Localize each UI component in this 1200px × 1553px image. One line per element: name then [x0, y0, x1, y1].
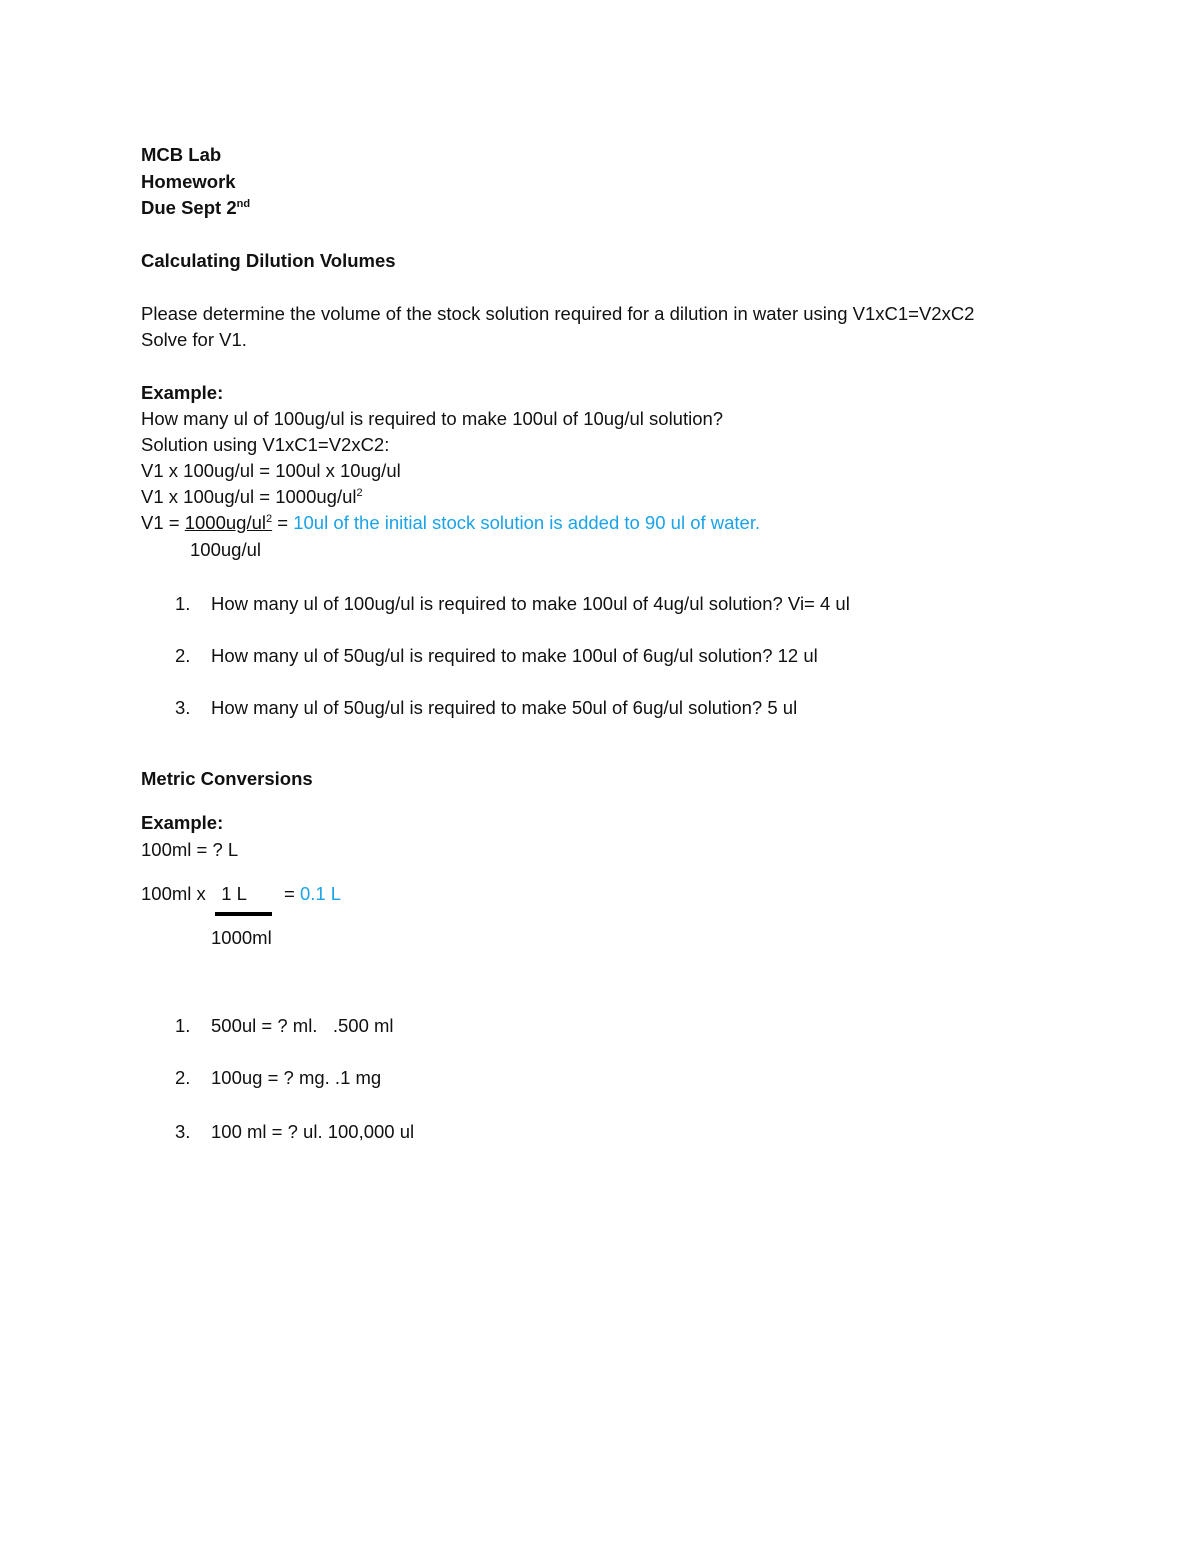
step-4-eq: =: [272, 512, 294, 533]
step-3-text: V1 x 100ug/ul = 1000ug/ul: [141, 486, 357, 507]
due-text: Due Sept 2: [141, 197, 237, 218]
eq-sign: =: [284, 883, 300, 904]
q-text: 100 ml = ? ul. 100,000 ul: [211, 1121, 415, 1142]
metric-heading: Metric Conversions: [141, 768, 313, 789]
example-question: How many ul of 100ug/ul is required to make 100ul of 10ug/ul solution?: [141, 408, 724, 429]
metric-example-result: [284, 883, 341, 905]
q-text: How many ul of 50ug/ul is required to make 100ul of 6ug/ul solution? 12 ul: [211, 645, 818, 666]
q-number: 3.: [175, 697, 191, 718]
example-step-4: [141, 512, 760, 534]
q-number: 1.: [175, 1015, 191, 1036]
course-title: MCB Lab: [141, 144, 222, 165]
example-answer: 10ul of the initial stock solution is added to 90 ul of water.: [293, 512, 761, 533]
due-sup: nd: [236, 197, 251, 210]
fraction-bar: [215, 912, 272, 916]
step-4-numerator: [185, 512, 272, 533]
example-step-3: [141, 486, 363, 508]
metric-denominator: 1000ml: [211, 927, 272, 948]
due-date: [141, 197, 250, 219]
example-step-1: Solution using V1xC1=V2xC2:: [141, 434, 390, 455]
metric-example-1: 100ml = ? L: [141, 839, 239, 860]
metric-example-label: Example:: [141, 812, 224, 833]
example-step-2: V1 x 100ug/ul = 100ul x 10ug/ul: [141, 460, 401, 481]
q-text: How many ul of 100ug/ul is required to make 100ul of 4ug/ul solution? Vi= 4 ul: [211, 593, 850, 614]
q-text: How many ul of 50ug/ul is required to make 50ul of 6ug/ul solution? 5 ul: [211, 697, 798, 718]
metric-answer: 0.1 L: [299, 883, 342, 904]
dilution-example-label: Example:: [141, 382, 224, 403]
q-number: 2.: [175, 1067, 191, 1088]
numerator-sup: 2: [266, 512, 273, 525]
q-number: 2.: [175, 645, 191, 666]
dilution-heading: Calculating Dilution Volumes: [141, 250, 396, 271]
metric-example-2: 100ml x 1 L: [141, 883, 247, 904]
example-denominator: 100ug/ul: [190, 539, 261, 560]
dilution-instructions-2: Solve for V1.: [141, 329, 247, 350]
assignment-type: Homework: [141, 171, 236, 192]
q-number: 3.: [175, 1121, 191, 1142]
numerator-text: 1000ug/ul: [184, 512, 266, 533]
q-text: 500ul = ? ml. .500 ml: [211, 1015, 394, 1036]
q-text: 100ug = ? mg. .1 mg: [211, 1067, 382, 1088]
step-3-sup: 2: [356, 486, 363, 499]
step-4-pre: V1 =: [141, 512, 185, 533]
q-number: 1.: [175, 593, 191, 614]
dilution-instructions: Please determine the volume of the stock solution required for a dilution in water using V1xC1=V2xC2: [141, 303, 975, 324]
